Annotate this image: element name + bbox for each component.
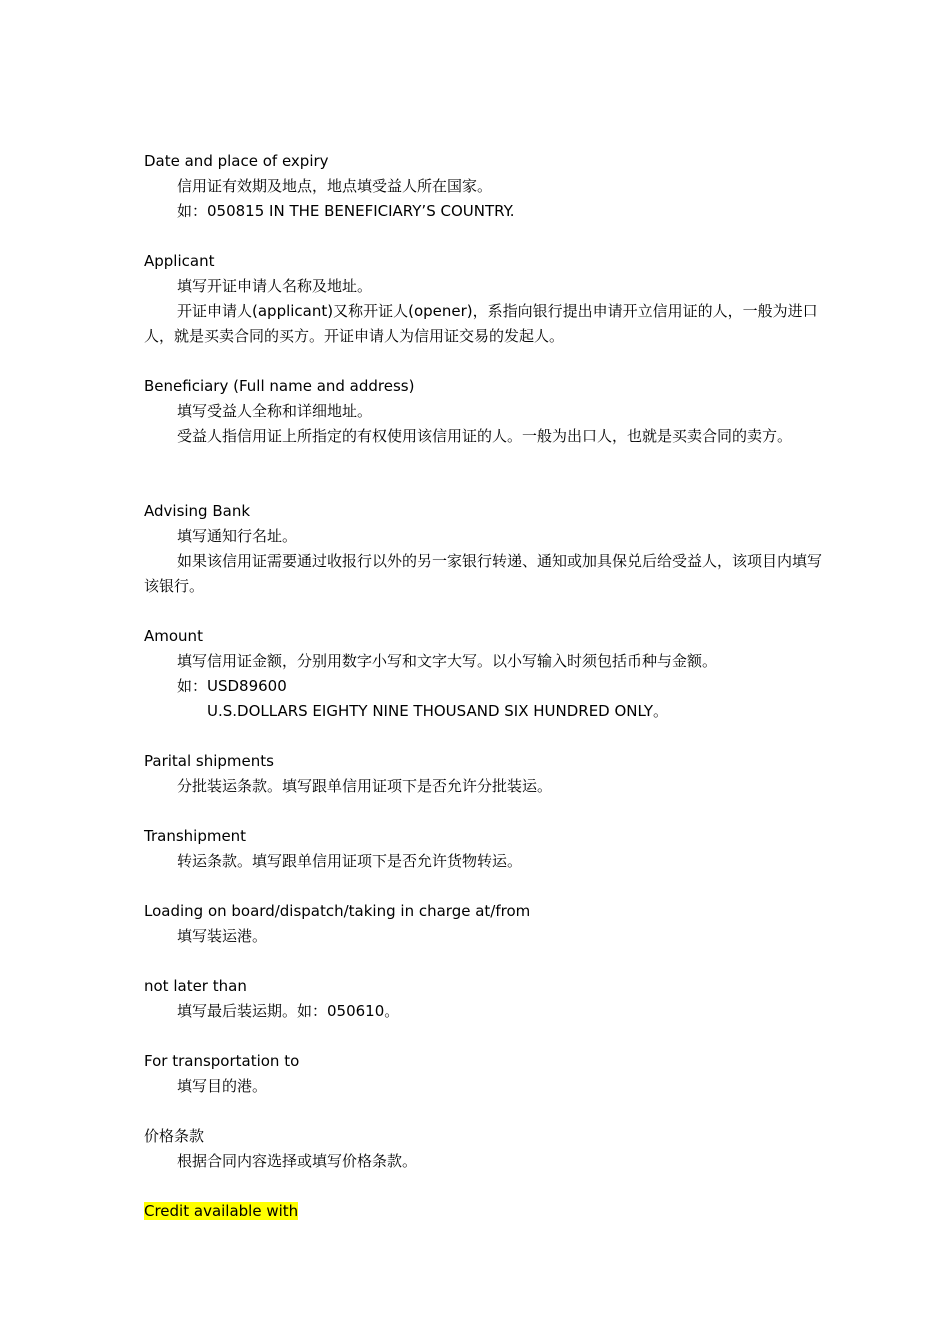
loading-port-description: 填写装运港。 bbox=[177, 927, 268, 945]
document-page bbox=[144, 149, 824, 1224]
advising-bank-heading: Advising Bank bbox=[144, 502, 251, 520]
price-terms-description: 根据合同内容选择或填写价格条款。 bbox=[177, 1152, 418, 1170]
applicant-paragraph: 开证申请人(applicant)又称开证人(opener)，系指向银行提出申请开立信用证的人，一般为进口人，就是买卖合同的买方。开证申请人为信用证交易的发起人。 bbox=[144, 302, 818, 345]
loading-port-heading: Loading on board/dispatch/taking in charge at/from bbox=[144, 902, 531, 920]
amount-example-words: U.S.DOLLARS EIGHTY NINE THOUSAND SIX HUNDRED ONLY。 bbox=[207, 702, 669, 720]
applicant-description: 填写开证申请人名称及地址。 bbox=[177, 277, 373, 295]
beneficiary-description: 填写受益人全称和详细地址。 bbox=[177, 402, 373, 420]
advising-bank-description: 填写通知行名址。 bbox=[177, 527, 298, 545]
credit-available-heading: Credit available with bbox=[144, 1202, 299, 1220]
beneficiary-heading: Beneficiary (Full name and address) bbox=[144, 377, 415, 395]
latest-shipment-heading: not later than bbox=[144, 977, 247, 995]
expiry-example: 如：050815 IN THE BENEFICIARY’S COUNTRY. bbox=[177, 202, 515, 220]
advising-bank-paragraph: 如果该信用证需要通过收报行以外的另一家银行转递、通知或加具保兑后给受益人，该项目内填写该银行。 bbox=[144, 552, 823, 595]
partial-shipments-description: 分批装运条款。填写跟单信用证项下是否允许分批装运。 bbox=[177, 777, 553, 795]
amount-description: 填写信用证金额，分别用数字小写和文字大写。以小写输入时须包括币种与金额。 bbox=[177, 652, 718, 670]
price-terms-heading: 价格条款 bbox=[144, 1127, 205, 1145]
beneficiary-paragraph: 受益人指信用证上所指定的有权使用该信用证的人。一般为出口人，也就是买卖合同的卖方。 bbox=[177, 427, 793, 445]
expiry-description: 信用证有效期及地点，地点填受益人所在国家。 bbox=[177, 177, 493, 195]
destination-description: 填写目的港。 bbox=[177, 1077, 268, 1095]
amount-example: 如：USD89600 bbox=[177, 677, 287, 695]
partial-shipments-heading: Parital shipments bbox=[144, 752, 274, 770]
transhipment-description: 转运条款。填写跟单信用证项下是否允许货物转运。 bbox=[177, 852, 523, 870]
expiry-heading: Date and place of expiry bbox=[144, 152, 329, 170]
transhipment-heading: Transhipment bbox=[144, 827, 247, 845]
applicant-heading: Applicant bbox=[144, 252, 215, 270]
latest-shipment-description: 填写最后装运期。如：050610。 bbox=[177, 1002, 400, 1020]
amount-heading: Amount bbox=[144, 627, 203, 645]
destination-heading: For transportation to bbox=[144, 1052, 300, 1070]
credit-available-line bbox=[144, 1199, 824, 1224]
